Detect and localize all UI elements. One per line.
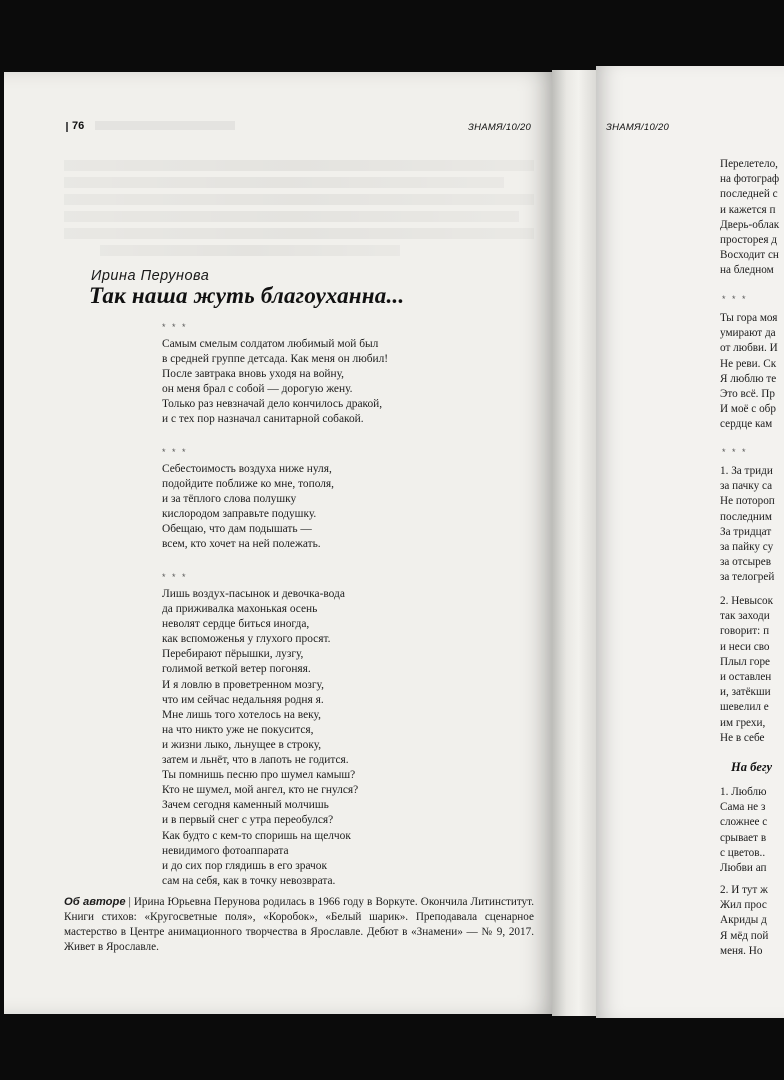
text-line: Я люблю те [720, 372, 777, 385]
text-line: Не потороп [720, 495, 775, 508]
text-line: и, затёкши [720, 686, 771, 699]
poem-line: и жизни лыко, льнущее в строку, [162, 738, 322, 751]
text-line: Это всё. Пр [720, 388, 775, 401]
text-line: Я мёд пой [720, 929, 769, 942]
section-separator: * * * [162, 572, 188, 582]
bleed-through [95, 121, 235, 130]
section-separator: * * * [722, 447, 748, 457]
text-line: меня. Но [720, 944, 763, 957]
text-line: шевелил е [720, 701, 769, 714]
bleed-through [64, 194, 534, 205]
text-line: Плыл горе [720, 655, 771, 668]
poem-line: неволят сердце биться иногда, [162, 618, 310, 631]
section-separator: * * * [162, 322, 188, 332]
poem-line: И я ловлю в проветренном мозгу, [162, 678, 324, 691]
poem-line: невидимого фотоаппарата [162, 844, 289, 857]
section-separator: * * * [162, 447, 188, 457]
text-line: за пайку су [720, 541, 774, 554]
bleed-through [64, 211, 519, 222]
right-text-block-6 [720, 883, 784, 959]
poem-line: Лишь воздух-пасынок и девочка-вода [162, 588, 345, 600]
text-line: на фотограф [720, 173, 780, 186]
text-line: на бледном [720, 264, 774, 277]
about-divider: | [128, 896, 131, 908]
right-text-block-5 [720, 785, 784, 876]
text-line: за отсырев [720, 556, 771, 569]
text-line: Восходит сн [720, 249, 779, 262]
text-line: и кажется п [720, 203, 776, 216]
bleed-through [64, 160, 534, 171]
text-line: 1. За триди [720, 465, 773, 477]
text-line: Любви ап [720, 862, 767, 875]
about-author [64, 895, 534, 955]
poem-line: затем и льнёт, что в лапоть не годится. [162, 754, 349, 767]
poem-line: Как будто с кем-то споришь на щелчок [162, 829, 351, 842]
text-line: Перелетело, [720, 158, 778, 170]
text-line: и неси сво [720, 640, 770, 653]
right-text-block-4 [720, 594, 784, 746]
text-line: за пачку са [720, 480, 773, 493]
poem-line: что им сейчас недальняя родня я. [162, 693, 324, 706]
bleed-through [64, 228, 534, 239]
poem-2 [162, 462, 462, 553]
poem-line: Только раз невзначай дело кончилось дракой, [162, 398, 383, 411]
text-line: Не в себе [720, 731, 765, 744]
text-line: Жил прос [720, 899, 767, 912]
poem-line: в средней группе детсада. Как меня он любил! [162, 353, 389, 366]
poem-line: кислородом заправьте подушку. [162, 508, 317, 521]
text-line: им грехи, [720, 716, 766, 729]
poem-1 [162, 337, 462, 428]
bleed-through [64, 177, 504, 188]
poem-line: Кто не шумел, мой ангел, кто не гнулся? [162, 784, 359, 797]
poem-line: Обещаю, что дам подышать — [162, 523, 312, 536]
poem-line: Мне лишь того хотелось на веку, [162, 708, 321, 721]
section-separator: * * * [722, 294, 748, 304]
poem-3 [162, 587, 462, 889]
poem-line: Зачем сегодня каменный молчишь [162, 799, 329, 812]
poem-line: и за тёплого слова полушку [162, 493, 297, 506]
poem-line: подойдите поближе ко мне, тополя, [162, 478, 335, 491]
text-line: за телогрей [720, 571, 775, 584]
author-name: Ирина Перунова [91, 268, 210, 284]
about-label: Об авторе [64, 896, 126, 908]
poem-line: Самым смелым солдатом любимый мой был [162, 338, 379, 350]
poem-line: и до сих пор глядишь в его зрачок [162, 859, 327, 872]
poem-line: он меня брал с собой — дорогую жену. [162, 383, 353, 396]
book-gutter [552, 70, 600, 1016]
text-line: Дверь-облак [720, 218, 780, 231]
poem-line: голимой веткой ветер погоняя. [162, 663, 311, 676]
text-line: умирают да [720, 327, 776, 340]
poem-line: всем, кто хочет на ней полежать. [162, 538, 321, 551]
text-line: с цветов.. [720, 846, 766, 859]
poem-line: и с тех пор назначал санитарной собакой. [162, 413, 364, 426]
right-text-block-2 [720, 311, 784, 433]
text-line: говорит: п [720, 625, 770, 638]
text-line: За тридцат [720, 525, 772, 538]
text-line: Акриды д [720, 914, 767, 927]
poem-line: и в первый снег с утра переобулся? [162, 814, 334, 827]
poem-line: сам на себя, как в точку невозврата. [162, 874, 336, 887]
text-line: Сама не з [720, 801, 766, 814]
text-line: сложнее с [720, 816, 768, 829]
text-line: просторея д [720, 234, 777, 247]
text-line: И моё с обр [720, 403, 776, 416]
text-line: 2. И тут ж [720, 884, 768, 896]
text-line: срывает в [720, 831, 767, 844]
text-line: 2. Невысок [720, 595, 774, 607]
text-line: последним [720, 510, 772, 523]
poem-line: Ты помнишь песню про шумел камыш? [162, 769, 356, 782]
poem-line: Себестоимость воздуха ниже нуля, [162, 463, 332, 475]
text-line: последней с [720, 188, 778, 201]
text-line: и оставлен [720, 671, 772, 684]
poem-line: на что никто уже не покусится, [162, 723, 314, 736]
bleed-through [100, 245, 400, 256]
poem-line: Перебирают пёрышки, лузгу, [162, 648, 304, 661]
right-text-block-3 [720, 464, 784, 586]
right-text-block-1 [720, 157, 784, 279]
running-head-right: ЗНАМЯ/10/20 [606, 122, 670, 133]
about-text: Ирина Юрьевна Перунова родилась в 1966 году в Воркуте. Окончила Литинститут. Книги стихов: «Кругосветные поля», «Коробок», «Белый шарик». Преподавала сценарное мастерство в Центре анимационного творчества в Ярославле. Дебют в «Знамени» — № 9, 2017. Живет в Ярославле. [64, 896, 534, 954]
text-line: Не реви. Ск [720, 357, 777, 370]
running-head-left: ЗНАМЯ/10/20 [468, 122, 532, 133]
text-line: Ты гора моя [720, 312, 778, 324]
text-line: 1. Люблю [720, 786, 767, 798]
text-line: сердце кам [720, 418, 773, 431]
article-title: Так наша жуть благоуханна... [89, 283, 405, 308]
text-line: так заходи [720, 610, 770, 623]
page-number: 76 [72, 120, 85, 132]
poem-line: да приживалка махонькая осень [162, 603, 318, 616]
poem-line: После завтрака вновь уходя на войну, [162, 368, 345, 381]
section-heading: На бегу [731, 760, 773, 774]
poem-line: как вспоможенья у глухого просят. [162, 633, 331, 646]
text-line: от любви. И [720, 342, 778, 355]
